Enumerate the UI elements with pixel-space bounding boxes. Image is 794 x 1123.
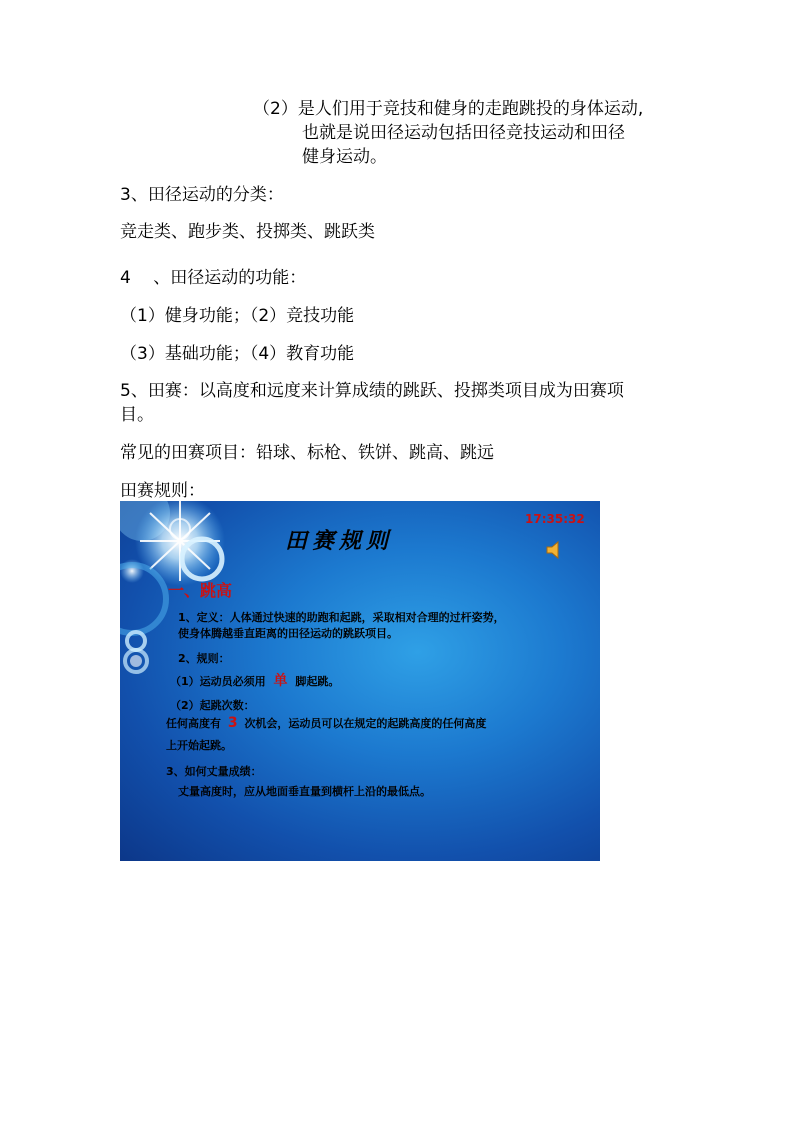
slide-definition-line-1: 1、定义：人体通过快速的助跑和起跳，采取相对合理的过杆姿势， <box>178 611 505 624</box>
slide-rule-2-line-2: 上开始起跳。 <box>166 739 232 752</box>
slide-title: 田赛规则 <box>285 529 394 554</box>
rules-label: 田赛规则： <box>120 481 205 501</box>
para-2-line-2: 也就是说田径运动包括田径竞技运动和田径 <box>302 123 625 143</box>
section-4-title: 4 、田径运动的功能： <box>120 268 307 288</box>
slide-heading-high-jump: 一、跳高 <box>168 581 233 600</box>
para-2-line-3: 健身运动。 <box>302 147 387 167</box>
slide-rule-2-title: （2）起跳次数： <box>170 699 255 712</box>
section-5-line-2: 目。 <box>120 405 154 425</box>
slide-definition-line-2: 使身体腾越垂直距离的田径运动的跳跃项目。 <box>178 627 398 640</box>
slide-rule-1 <box>170 670 339 690</box>
section-4-line-2: （3）基础功能；（4）教育功能 <box>120 344 355 364</box>
slide-rule-2-pre: 任何高度有 <box>166 717 221 730</box>
section-3-title: 3、田径运动的分类： <box>120 185 284 205</box>
section-3-body: 竞走类、跑步类、投掷类、跳跃类 <box>120 222 375 242</box>
slide-rule-2-post: 次机会，运动员可以在规定的起跳高度的任何高度 <box>244 717 487 730</box>
section-4-line-1: （1）健身功能；（2）竞技功能 <box>120 306 355 326</box>
slide-image <box>120 501 600 861</box>
para-2-line-1: （2）是人们用于竞技和健身的走跑跳投的身体运动, <box>253 99 644 119</box>
slide-rule-1-post: 脚起跳。 <box>295 675 340 688</box>
section-5-line-1: 5、田赛：以高度和远度来计算成绩的跳跃、投掷类项目成为田赛项 <box>120 381 624 401</box>
slide-rule-3-body: 丈量高度时，应从地面垂直量到横杆上沿的最低点。 <box>178 785 431 798</box>
slide-rule-2-line-1 <box>166 715 486 731</box>
slide-rule-2-emphasis: 3 <box>227 715 238 731</box>
speaker-icon[interactable] <box>544 539 566 561</box>
common-events: 常见的田赛项目：铅球、标枪、铁饼、跳高、跳远 <box>120 443 494 463</box>
slide-rule-1-pre: （1）运动员必须用 <box>170 675 266 688</box>
slide-rules-title: 2、规则： <box>178 652 230 665</box>
slide-rule-1-emphasis: 单 <box>273 673 288 689</box>
slide-rule-3-title: 3、如何丈量成绩： <box>166 765 262 778</box>
slide-clock: 17:35:32 <box>525 512 585 526</box>
